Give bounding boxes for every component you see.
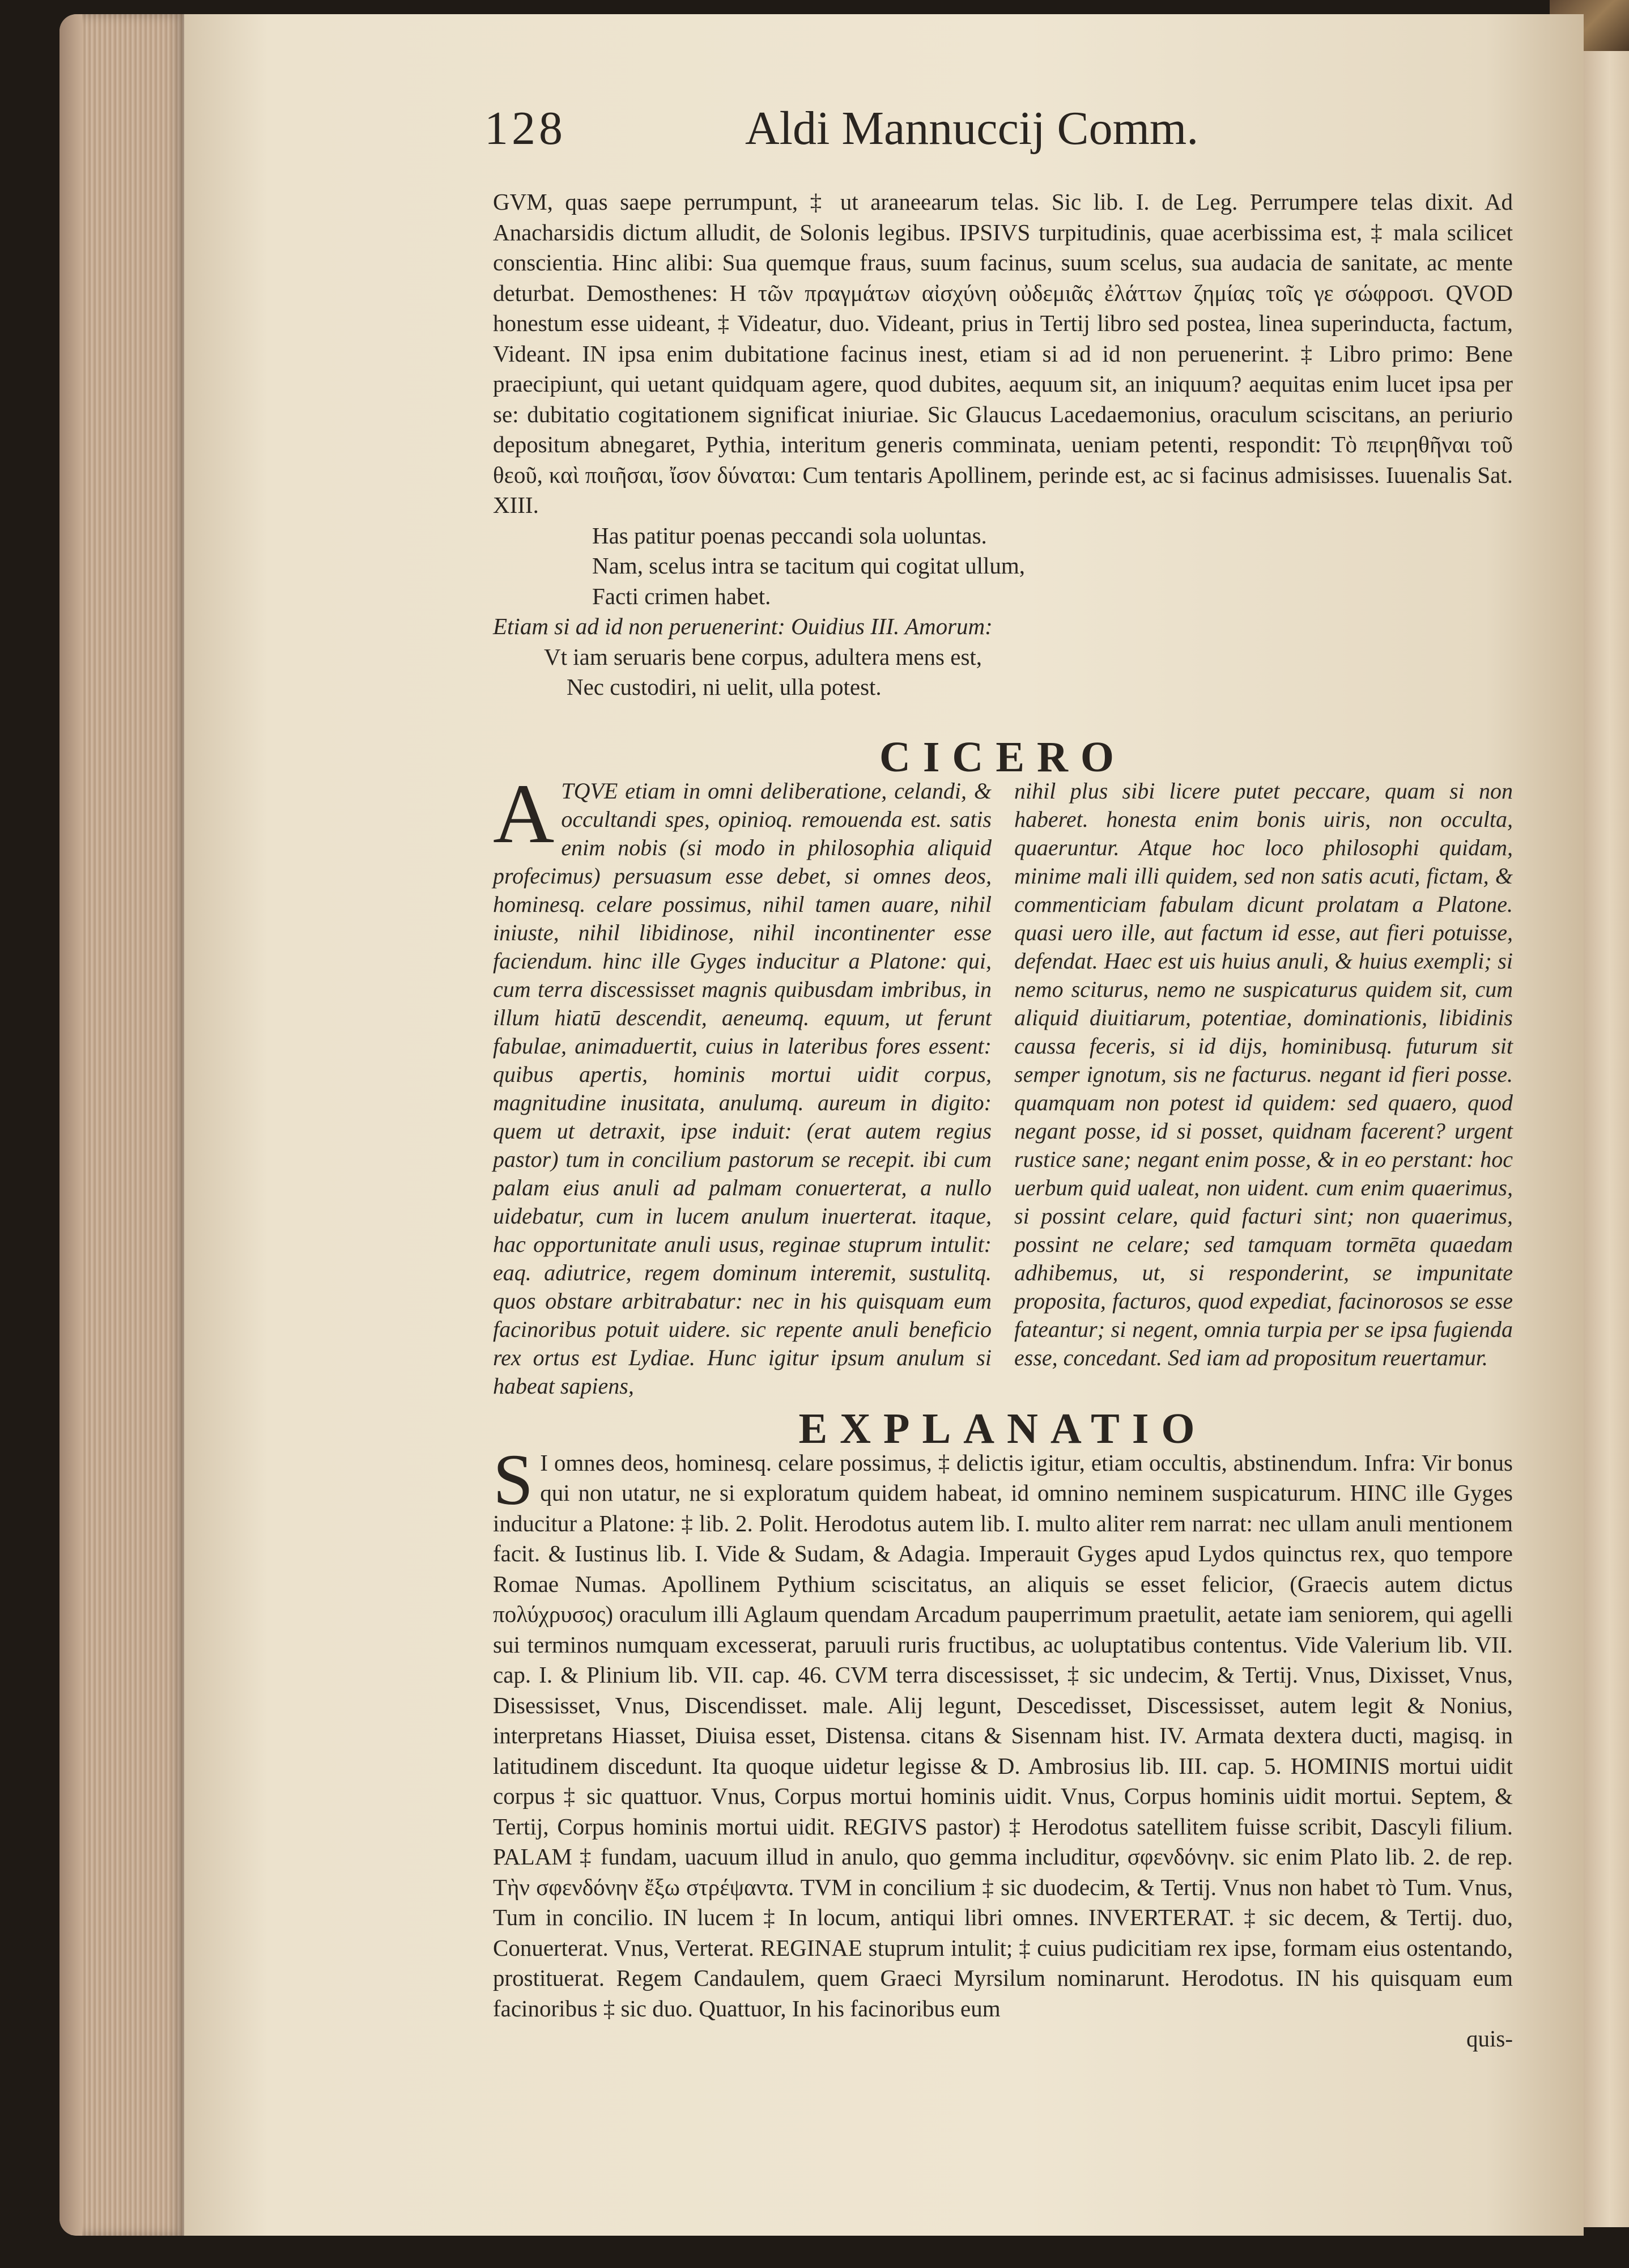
verse-line: Nec custodiri, ni uelit, ulla potest. (567, 674, 882, 700)
book-page-edges (59, 14, 184, 2236)
cicero-right-text: nihil plus sibi licere putet peccare, quam si non haberet. honesta enim bonis uiris, non occulta, quaeruntur. Atque hoc loco philosophi quidam, minime mali illi quidem, sed non satis acuti, fictam, & commenticiam fabulam dicunt prolatam a Platone. quasi uero ille, aut factum id esse, aut fieri potuisse, defendat. Haec est uis huius anuli, & huius exempli; si nemo sciturus, nemo ne suspicaturus quidem sit, cum aliquid diuitiarum, potentiae, dominationis, libidinis caussa feceris, si id dijs, hominibusq. futurum sit semper ignotum, sis ne facturus. negant id fieri posse. quamquam non potest id quidem: sed quaero, quod negant posse, id si posset, quidnam facerent? urgent rustice sane; negant enim posse, & in eo perstant: hoc uerbum quid ualeat, non uident. cum enim quaerimus, si possint celare, quid facturi sint; non quaerimus, possint ne celare; sed tamquam tormēta quaedam adhibemus, ut, si responderint, se impunitate proposita, facturos, quod expediat, facinorosos se esse fateantur; si negent, omnia turpia per se ipsa fugienda esse, concedant. Sed iam ad propositum reuertamur. (1014, 778, 1513, 1370)
verse-ovid (544, 642, 1513, 703)
page-header (484, 102, 1504, 176)
cicero-left-text: TQVE etiam in omni deliberatione, celandi, & occultandi spes, opinioq. remouenda est. satis enim nobis (si modo in philosophia aliquid profecimus) persuasum esse debet, si omnes deos, hominesq. celare possimus, nihil tamen auare, nihil iniuste, nihil libidinose, nihil incontinenter esse faciendum. hinc ille Gyges inducitur a Platone: qui, cum terra discessisset magnis quibusdam imbribus, in illum hiatū descendit, aeneumq. equum, ut ferunt fabulae, animaduertit, cuius in lateribus fores essent: quibus apertis, hominis mortui uidit corpus, magnitudine inusitata, anulumq. aureum in digito: quem ut detraxit, ipse induit: (erat autem regius pastor) tum in concilium pastorum se recepit. ibi cum palam eius anuli ad palmam conuerterat, a nullo uidebatur, cum in lucem anulum inuerterat. itaque, hac opportunitate anuli usus, reginae stuprum intulit: eaq. adiutrice, regem dominum interemit, sustulitq. quos obstare arbitrabatur: nec in his quisquam eum facinoribus potuit uidere. sic repente anuli beneficio rex ortus est Lydiae. Hunc igitur ipsum anulum si habeat sapiens, (493, 778, 992, 1399)
drop-cap: A (493, 767, 555, 861)
verse-line: Has patitur poenas peccandi sola uoluntas. (592, 522, 987, 549)
verse-juvenal (592, 521, 1513, 612)
book-spine-fold (59, 14, 82, 2236)
etiam-lemma: Etiam si ad id non peruenerint: Ouidius III. Amorum: (493, 613, 993, 639)
main-text (493, 187, 1513, 2054)
running-head: Aldi Mannuccij Comm. (745, 102, 1199, 155)
commentary-paragraph: GVM, quas saepe perrumpunt, ‡ ut araneearum telas. Sic lib. I. de Leg. Perrumpere telas dixit. Ad Anacharsidis dictum alludit, de Solonis legibus. IPSIVS turpitudinis, quae acerbissima est, ‡ mala scilicet conscientia. Hinc alibi: Sua quemque fraus, suum facinus, suum scelus, sua audacia de sanitate, ac mente deturbat. Demosthenes: Η τῶν πραγμάτων αἰσχύνη οὐδεμιᾶς ἐλάττων ζημίας τοῖς γε σώφροσι. QVOD honestum esse uideant, ‡ Videatur, duo. Videant, prius in Tertij libro sed postea, linea superinducta, factum, Videant. IN ipsa enim dubitatione facinus inest, etiam si ad id non peruenerint. ‡ Libro primo: Bene praecipiunt, qui uetant quidquam agere, quod dubites, aequum sit, an iniquum? aequitas enim lucet ipsa per se: dubitatio cogitationem significat iniuriae. Sic Glaucus Lacedaemonius, oraculum sciscitans, an periurio depositum abnegaret, Pythia, interitum generis comminata, ueniam petenti, respondit: Τὸ πειρηθῆναι τοῦ θεοῦ, καὶ ποιῆσαι, ἴσον δύναται: Cum tentaris Apollinem, perinde est, ac si facinus admisisses. Iuuenalis Sat. XIII. (493, 189, 1513, 518)
catchword: quis- (1466, 2025, 1513, 2052)
verse-line: Nam, scelus intra se tacitum qui cogitat ullum, (592, 553, 1026, 579)
section-title-explanatio: EXPLANATIO (798, 1405, 1207, 1452)
cicero-text-columns (493, 767, 1513, 1400)
explanatio-paragraph (493, 1439, 1513, 2024)
cicero-right-column (1014, 777, 1513, 1400)
cicero-left-column (493, 767, 992, 1400)
verse-line: Facti crimen habet. (592, 583, 771, 609)
section-title-cicero: CICERO (879, 733, 1127, 781)
explanatio-text: I omnes deos, hominesq. celare possimus, ‡ delictis igitur, etiam occultis, abstinendum. Infra: Vir bonus qui non utatur, ne si exploratum quidem habeat, id omnino neminem suspicaturum. HINC ille Gyges inducitur a Platone: ‡ lib. 2. Polit. Herodotus autem lib. I. multo aliter rem narrat: nec ullam anuli mentionem facit. & Iustinus lib. I. Vide & Sudam, & Adagia. Imperauit Gyges apud Lydos quinctus rex, quo tempore Romae Numas. Apollinem Pythium sciscitatus, an aliquis se esset felicior, (Graecis autem dictus πολύχρυσος) oraculum illi Aglaum quendam Arcadum pauperrimum praetulit, aetate iam seniorem, qui agelli sui terminos numquam excesserat, paruuli ruris fructibus, ac uoluptatibus contentus. Vide Valerium lib. VII. cap. I. & Plinium lib. VII. cap. 46. CVM terra discessisset, ‡ sic undecim, & Tertij. Vnus, Dixisset, Vnus, Disessisset, Vnus, Discendisset. male. Alij legunt, Descedisset, Discessisset, autem legit & Nonius, interpretans Hiasset, Diuisa esset, Distensa. citans & Sisennam hist. IV. Armata dextera ducti, magisq. in latitudinem discedunt. Ita quoque uidetur legisse & D. Ambrosius lib. III. cap. 5. HOMINIS mortui uidit corpus ‡ sic quattuor. Vnus, Corpus mortui hominis uidit. Vnus, Corpus hominis uidit mortui. Septem, & Tertij, Corpus hominis mortui uidit. REGIVS pastor) ‡ Herodotus satellitem fuisse scribit, Dascyli filium. PALAM ‡ fundam, uacuum illud in anulo, quo gemma includitur, σφενδόνην. sic enim Plato lib. 2. de rep. Τὴν σφενδόνην ἔξω στρέψαντα. TVM in concilium ‡ sic duodecim, & Tertij. Vnus non habet τὸ Tum. Vnus, Tum in concilio. IN lucem ‡ In locum, antiqui libri omnes. INVERTERAT. ‡ sic decem, & Tertij. duo, Conuerterat. Vnus, Verterat. REGINAE stuprum intulit; ‡ cuius pudicitiam rex ipse, formam eius ostentando, prostituerat. Regem Candaulem, quem Graeci Myrsilum nominarunt. Herodotus. IN his quisquam eum facinoribus ‡ sic duo. Quattuor, In his facinoribus eum (493, 1449, 1513, 2021)
facing-page-edge (1581, 40, 1629, 2227)
page-number: 128 (484, 102, 566, 155)
drop-cap: S (493, 1439, 534, 1520)
verse-line: Vt iam seruaris bene corpus, adultera mens est, (544, 643, 982, 670)
